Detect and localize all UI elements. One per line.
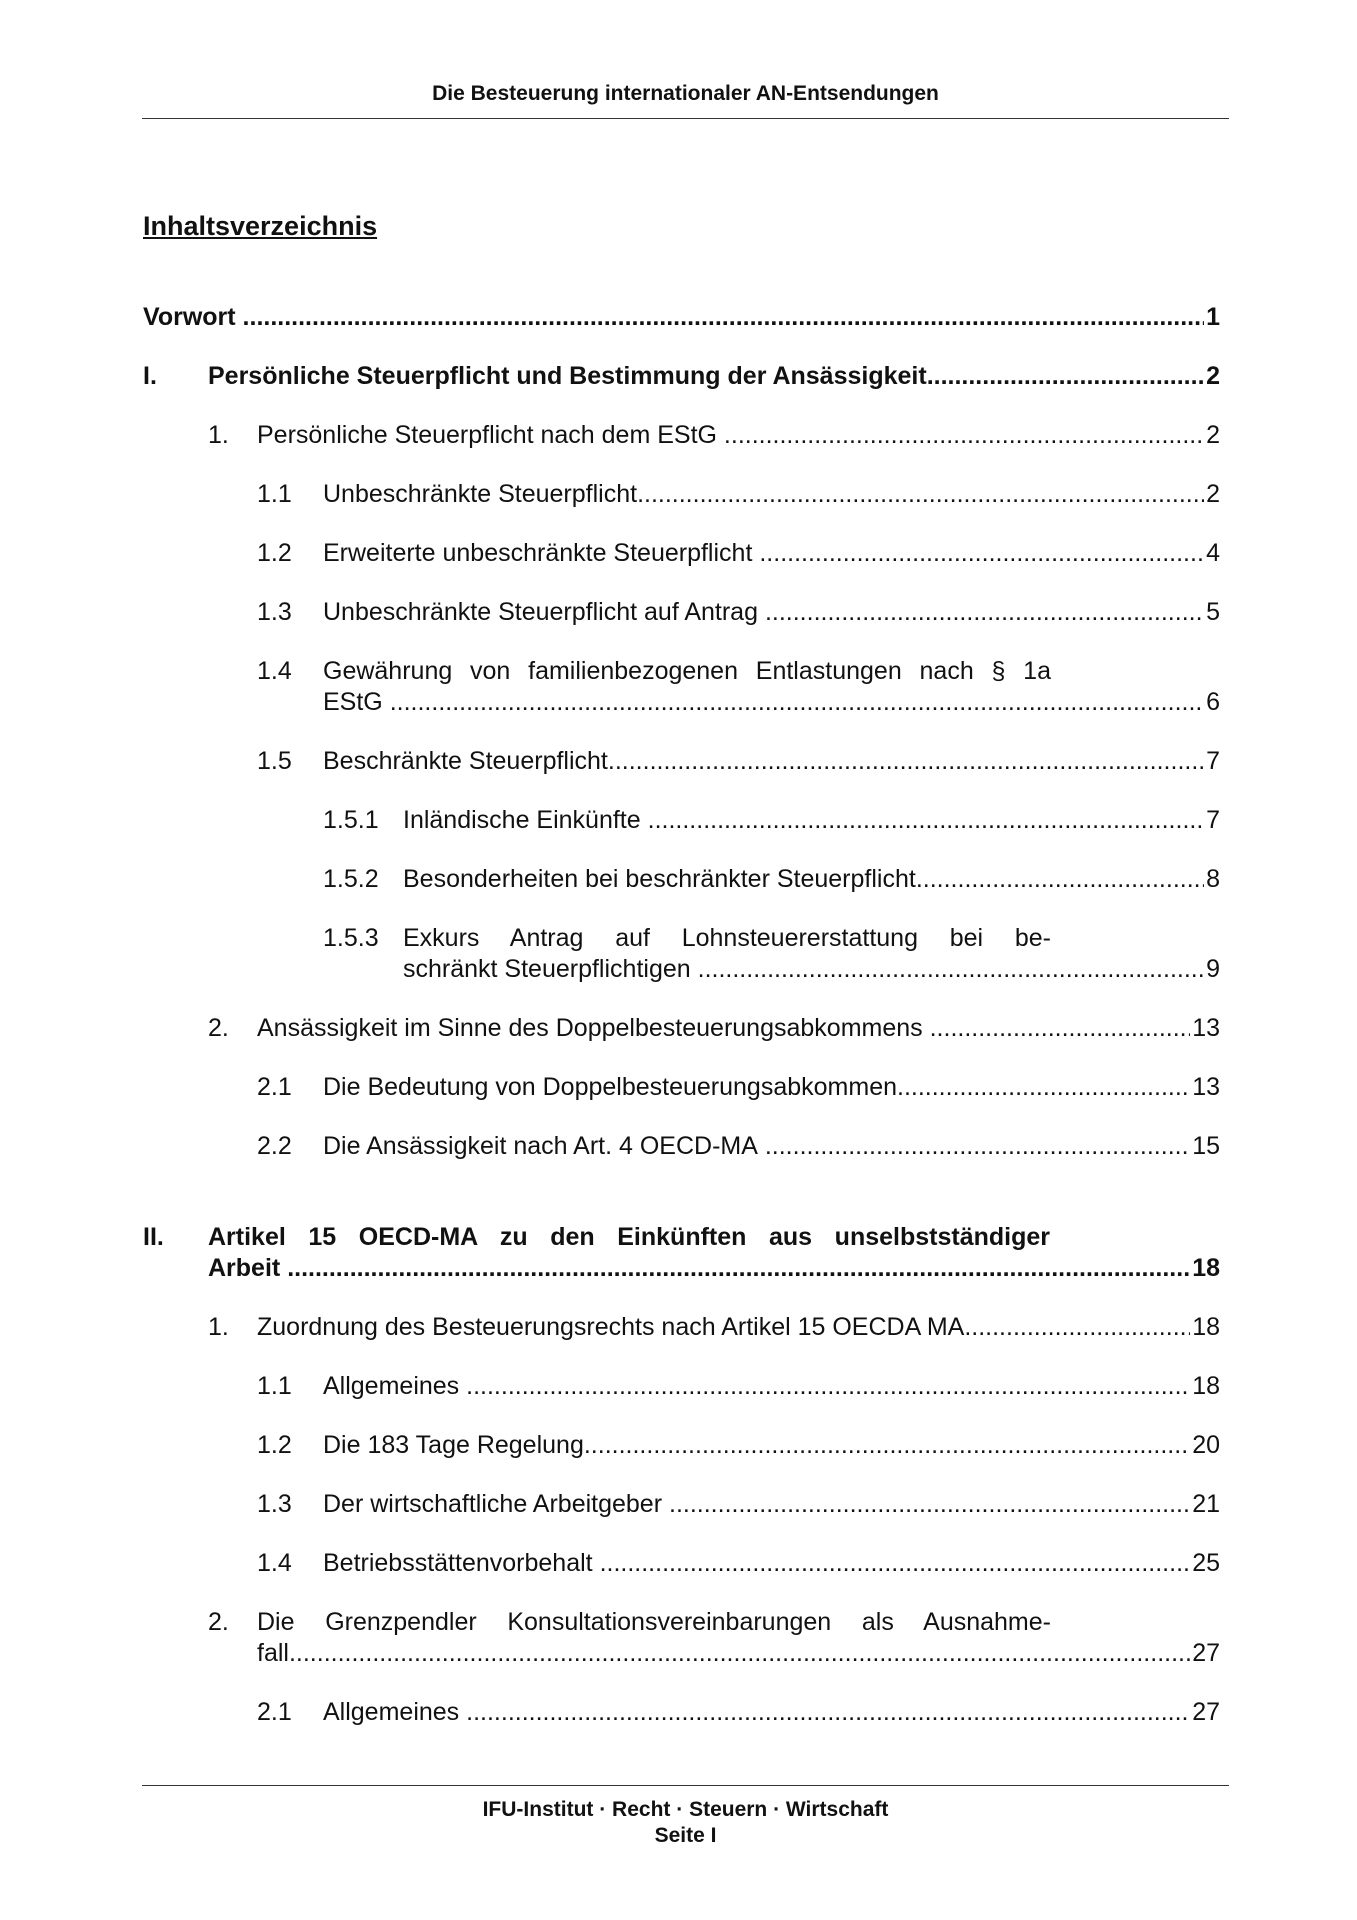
toc-entry-subsection[interactable] <box>257 1489 1220 1520</box>
toc-entry-text: Erweiterte unbeschränkte Steuerpflicht <box>323 539 753 567</box>
toc-entry-number: 2.2 <box>257 1132 292 1160</box>
leader-dots <box>637 479 1204 510</box>
leader-dots <box>724 420 1204 451</box>
toc-entry-text: Allgemeines <box>323 1372 460 1400</box>
toc-entry-subsection[interactable] <box>257 1131 1220 1162</box>
toc-entry-number: 2. <box>208 1608 229 1636</box>
toc-entry-text: Betriebsstättenvorbehalt <box>323 1549 593 1577</box>
header-rule <box>142 118 1229 119</box>
leader-dots <box>759 538 1204 569</box>
toc-entry-text: Die Ansässigkeit nach Art. 4 OECD-MA <box>323 1132 758 1160</box>
leader-dots <box>930 1013 1191 1044</box>
toc-entry-number: 2.1 <box>257 1073 292 1101</box>
toc-entry-number: 1.1 <box>257 480 292 508</box>
toc-entry-text: Persönliche Steuerpflicht nach dem EStG <box>257 421 717 449</box>
toc-entry-number: 1.2 <box>257 539 292 567</box>
leader-dots <box>648 805 1204 836</box>
toc-page-number: 7 <box>1206 806 1220 834</box>
toc-entry-subsection[interactable] <box>257 1430 1220 1461</box>
toc-entry-subsection[interactable] <box>257 656 1220 718</box>
toc-entry-text-continued: Arbeit <box>208 1254 281 1282</box>
toc-page-number: 13 <box>1192 1014 1220 1042</box>
toc-page-number: 2 <box>1206 421 1220 449</box>
toc-entry-subsection[interactable] <box>257 1697 1220 1728</box>
toc-page-number: 27 <box>1192 1698 1220 1726</box>
toc-entry-text-continued: fall <box>257 1639 289 1667</box>
leader-dots <box>390 687 1204 718</box>
footer-page-label: Seite I <box>654 1824 717 1847</box>
leader-dots <box>243 302 1205 333</box>
toc-page-number: 18 <box>1192 1313 1220 1341</box>
toc-heading: Inhaltsverzeichnis <box>143 211 378 241</box>
toc-entry-subsection[interactable] <box>257 1371 1220 1402</box>
toc-entry-number: 1. <box>208 1313 229 1341</box>
running-footer <box>142 1797 1229 1849</box>
leader-dots <box>765 1131 1190 1162</box>
toc-entry-text: Inländische Einkünfte <box>403 806 641 834</box>
toc-entry-number: 1.5.3 <box>323 924 379 952</box>
toc-entry-subsection[interactable] <box>257 597 1220 628</box>
toc-entry-chapter-1[interactable] <box>143 361 1220 392</box>
toc-entry-text: Besonderheiten bei beschränkter Steuerpflicht <box>403 865 916 893</box>
toc-page-number: 2 <box>1206 362 1220 390</box>
leader-dots <box>584 1430 1190 1461</box>
toc-entry-number: 1.5.2 <box>323 865 379 893</box>
leader-dots <box>608 746 1204 777</box>
toc-page-number: 5 <box>1206 598 1220 626</box>
leader-dots <box>765 597 1204 628</box>
toc-page-number: 2 <box>1206 480 1220 508</box>
toc-page-number: 4 <box>1206 539 1220 567</box>
toc-page-number: 1 <box>1206 303 1220 331</box>
toc-entry-text: Gewährung von familienbezogenen Entlastungen nach § 1a <box>323 657 1051 685</box>
toc-entry-subsection[interactable] <box>257 479 1220 510</box>
toc-entry-section[interactable] <box>208 1312 1220 1343</box>
running-header: Die Besteuerung internationaler AN-Entsendungen <box>432 82 939 105</box>
toc-page-number: 7 <box>1206 747 1220 775</box>
toc-entry-text: Allgemeines <box>323 1698 460 1726</box>
toc-entry-text: Unbeschränkte Steuerpflicht auf Antrag <box>323 598 758 626</box>
toc-entry-number: 1.4 <box>257 1549 292 1577</box>
leader-dots <box>916 864 1204 895</box>
toc-page-number: 18 <box>1192 1372 1220 1400</box>
toc-entry-text: Unbeschränkte Steuerpflicht <box>323 480 638 508</box>
toc-entry-section[interactable] <box>208 420 1220 451</box>
toc-entry-text: Die Grenzpendler Konsultationsvereinbarungen als Ausnahme- <box>257 1608 1051 1636</box>
leader-dots <box>698 954 1204 985</box>
leader-dots <box>964 1312 1190 1343</box>
toc-entry-text: Der wirtschaftliche Arbeitgeber <box>323 1490 663 1518</box>
leader-dots <box>289 1638 1190 1669</box>
toc-entry-text-continued: EStG <box>323 688 383 716</box>
leader-dots <box>466 1697 1190 1728</box>
toc-entry-number: 2. <box>208 1014 229 1042</box>
toc-entry-text: Die Bedeutung von Doppelbesteuerungsabkommen <box>323 1073 897 1101</box>
footer-rule <box>142 1785 1229 1786</box>
toc-entry-number: 1.5 <box>257 747 292 775</box>
leader-dots <box>600 1548 1191 1579</box>
leader-dots <box>927 361 1204 392</box>
toc-entry-subsubsection[interactable] <box>323 864 1220 895</box>
toc-entry-text: Die 183 Tage Regelung <box>323 1431 584 1459</box>
toc-entry-number: 2.1 <box>257 1698 292 1726</box>
toc-page-number: 9 <box>1206 955 1220 983</box>
toc-page-number: 27 <box>1192 1639 1220 1667</box>
toc-page-number: 6 <box>1206 688 1220 716</box>
toc-entry-vorwort[interactable] <box>143 302 1220 333</box>
toc-entry-text: Exkurs Antrag auf Lohnsteuererstattung bei be- <box>403 924 1051 952</box>
leader-dots <box>287 1253 1190 1284</box>
toc-entry-subsubsection[interactable] <box>323 805 1220 836</box>
toc-entry-number: 1.3 <box>257 598 292 626</box>
toc-entry-subsubsection[interactable] <box>323 923 1220 985</box>
toc-page-number: 21 <box>1192 1490 1220 1518</box>
toc-page-number: 25 <box>1192 1549 1220 1577</box>
leader-dots <box>897 1072 1190 1103</box>
toc-entry-chapter-2[interactable] <box>143 1222 1220 1284</box>
toc-entry-text: Vorwort <box>143 303 236 331</box>
toc-entry-number: 1.2 <box>257 1431 292 1459</box>
toc-entry-section[interactable] <box>208 1013 1220 1044</box>
toc-entry-text: Beschränkte Steuerpflicht <box>323 747 608 775</box>
toc-entry-number: 1. <box>208 421 229 449</box>
toc-entry-text: Ansässigkeit im Sinne des Doppelbesteuerungsabkommens <box>257 1014 923 1042</box>
toc-entry-number: 1.4 <box>257 657 292 685</box>
toc-page-number: 20 <box>1192 1431 1220 1459</box>
toc-entry-section[interactable] <box>208 1607 1220 1669</box>
toc-entry-subsection[interactable] <box>257 538 1220 569</box>
leader-dots <box>466 1371 1190 1402</box>
toc-entry-subsection[interactable] <box>257 1072 1220 1103</box>
toc-entry-text: Persönliche Steuerpflicht und Bestimmung der Ansässigkeit <box>208 362 927 390</box>
toc-entry-number: 1.3 <box>257 1490 292 1518</box>
toc-entry-text: Artikel 15 OECD-MA zu den Einkünften aus unselbstständiger <box>208 1223 1050 1251</box>
toc-entry-subsection[interactable] <box>257 746 1220 777</box>
toc-entry-number: 1.5.1 <box>323 806 379 834</box>
toc-entry-text-continued: schränkt Steuerpflichtigen <box>403 955 691 983</box>
leader-dots <box>669 1489 1190 1520</box>
toc-entry-subsection[interactable] <box>257 1548 1220 1579</box>
toc-page-number: 18 <box>1192 1254 1220 1282</box>
toc-entry-number: I. <box>143 362 157 390</box>
toc-entry-text: Zuordnung des Besteuerungsrechts nach Artikel 15 OECDA MA <box>257 1313 965 1341</box>
toc-page-number: 8 <box>1206 865 1220 893</box>
toc-entry-number: 1.1 <box>257 1372 292 1400</box>
toc-page-number: 15 <box>1192 1132 1220 1160</box>
toc-page-number: 13 <box>1192 1073 1220 1101</box>
toc-entry-number: II. <box>143 1223 164 1251</box>
footer-institute: IFU-Institut · Recht · Steuern · Wirtschaft <box>482 1798 889 1821</box>
